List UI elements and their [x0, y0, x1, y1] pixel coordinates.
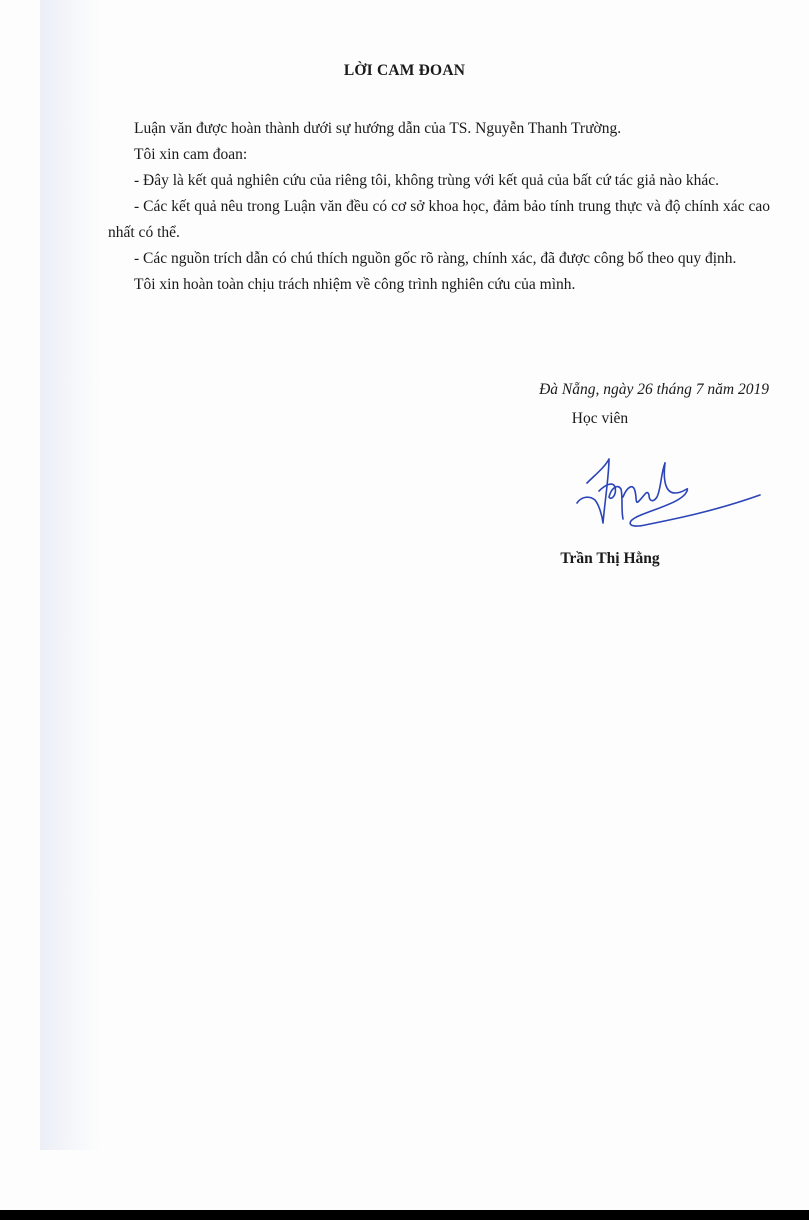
- scan-bleed-through: [40, 0, 100, 1150]
- date-line: Đà Nẵng, ngày 26 tháng 7 năm 2019: [539, 381, 769, 398]
- author-name: Trần Thị Hằng: [560, 550, 660, 567]
- paragraph-declaration-intro: Tôi xin cam đoan:: [134, 146, 248, 163]
- paragraph-citations: - Các nguồn trích dẫn có chú thích nguồn gốc rõ ràng, chính xác, đã được công bố theo quy định.: [134, 250, 737, 267]
- scan-bottom-edge: [0, 1210, 809, 1220]
- author-role: Học viên: [571, 410, 629, 427]
- paragraph-scientific-basis: - Các kết quả nêu trong Luận văn đều có cơ sở khoa học, đảm bảo tính trung thực và độ chính xác cao nhất có thể.: [108, 198, 770, 241]
- handwritten-signature: [565, 445, 765, 540]
- page-title: LỜI CAM ĐOAN: [343, 62, 466, 79]
- paragraph-responsibility: Tôi xin hoàn toàn chịu trách nhiệm về công trình nghiên cứu của mình.: [134, 276, 576, 293]
- declaration-body: [108, 116, 770, 298]
- paragraph-supervisor: Luận văn được hoàn thành dưới sự hướng dẫn của TS. Nguyễn Thanh Trường.: [134, 120, 622, 137]
- paragraph-originality: - Đây là kết quả nghiên cứu của riêng tôi, không trùng với kết quả của bất cứ tác giả nào khác.: [134, 172, 719, 189]
